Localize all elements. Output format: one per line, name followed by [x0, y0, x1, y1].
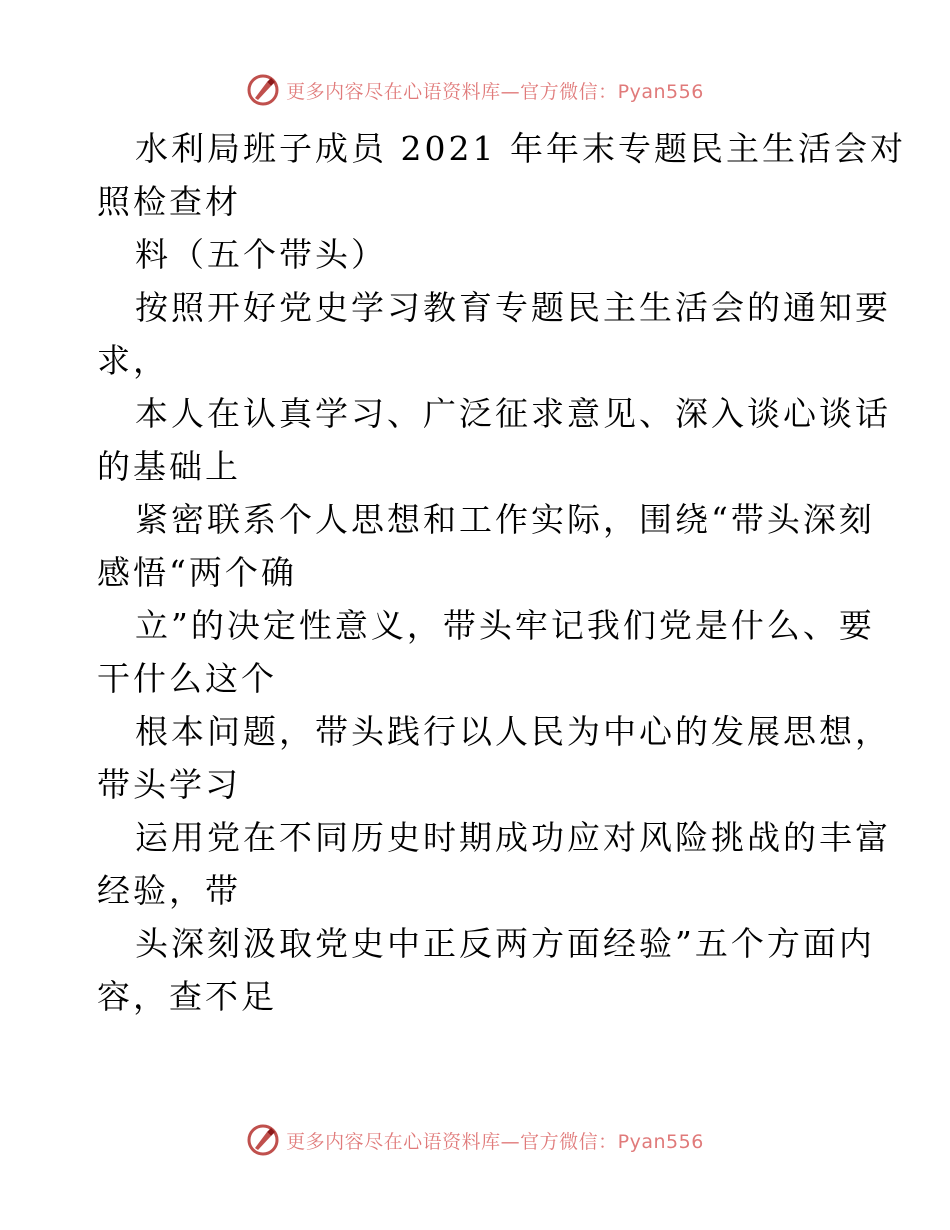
text-line: 容，查不足: [97, 977, 277, 1016]
pen-nib-logo-icon: [246, 73, 280, 107]
text-line: 运用党在不同历史时期成功应对风险挑战的丰富: [135, 818, 891, 857]
text-line: 料（五个带头）: [135, 235, 387, 274]
watermark-text: 更多内容尽在心语资料库—官方微信：Pyan556: [286, 80, 704, 103]
text-line: 水利局班子成员 2021 年年末专题民主生活会对: [135, 129, 906, 168]
text-line: 照检查材: [97, 182, 241, 221]
footer-watermark: [0, 1120, 950, 1160]
text-line: 根本问题，带头践行以人民为中心的发展思想，: [135, 712, 891, 751]
text-line: 立”的决定性意义，带头牢记我们党是什么、要: [135, 606, 875, 645]
text-line: 经验，带: [97, 871, 241, 910]
text-line: 本人在认真学习、广泛征求意见、深入谈心谈话: [135, 394, 891, 433]
text-line: 的基础上: [97, 447, 241, 486]
text-line: 紧密联系个人思想和工作实际，围绕“带头深刻: [135, 500, 875, 539]
text-line: 求，: [97, 341, 169, 380]
watermark-text: 更多内容尽在心语资料库—官方微信：Pyan556: [286, 1130, 704, 1153]
text-line: 感悟“两个确: [97, 553, 297, 592]
header-watermark: [0, 70, 950, 110]
pen-nib-logo-icon: [246, 1123, 280, 1157]
document-body: [97, 122, 906, 1023]
text-line: 头深刻汲取党史中正反两方面经验”五个方面内: [135, 924, 875, 963]
text-line: 干什么这个: [97, 659, 277, 698]
text-line: 按照开好党史学习教育专题民主生活会的通知要: [135, 288, 891, 327]
text-line: 带头学习: [97, 765, 241, 804]
